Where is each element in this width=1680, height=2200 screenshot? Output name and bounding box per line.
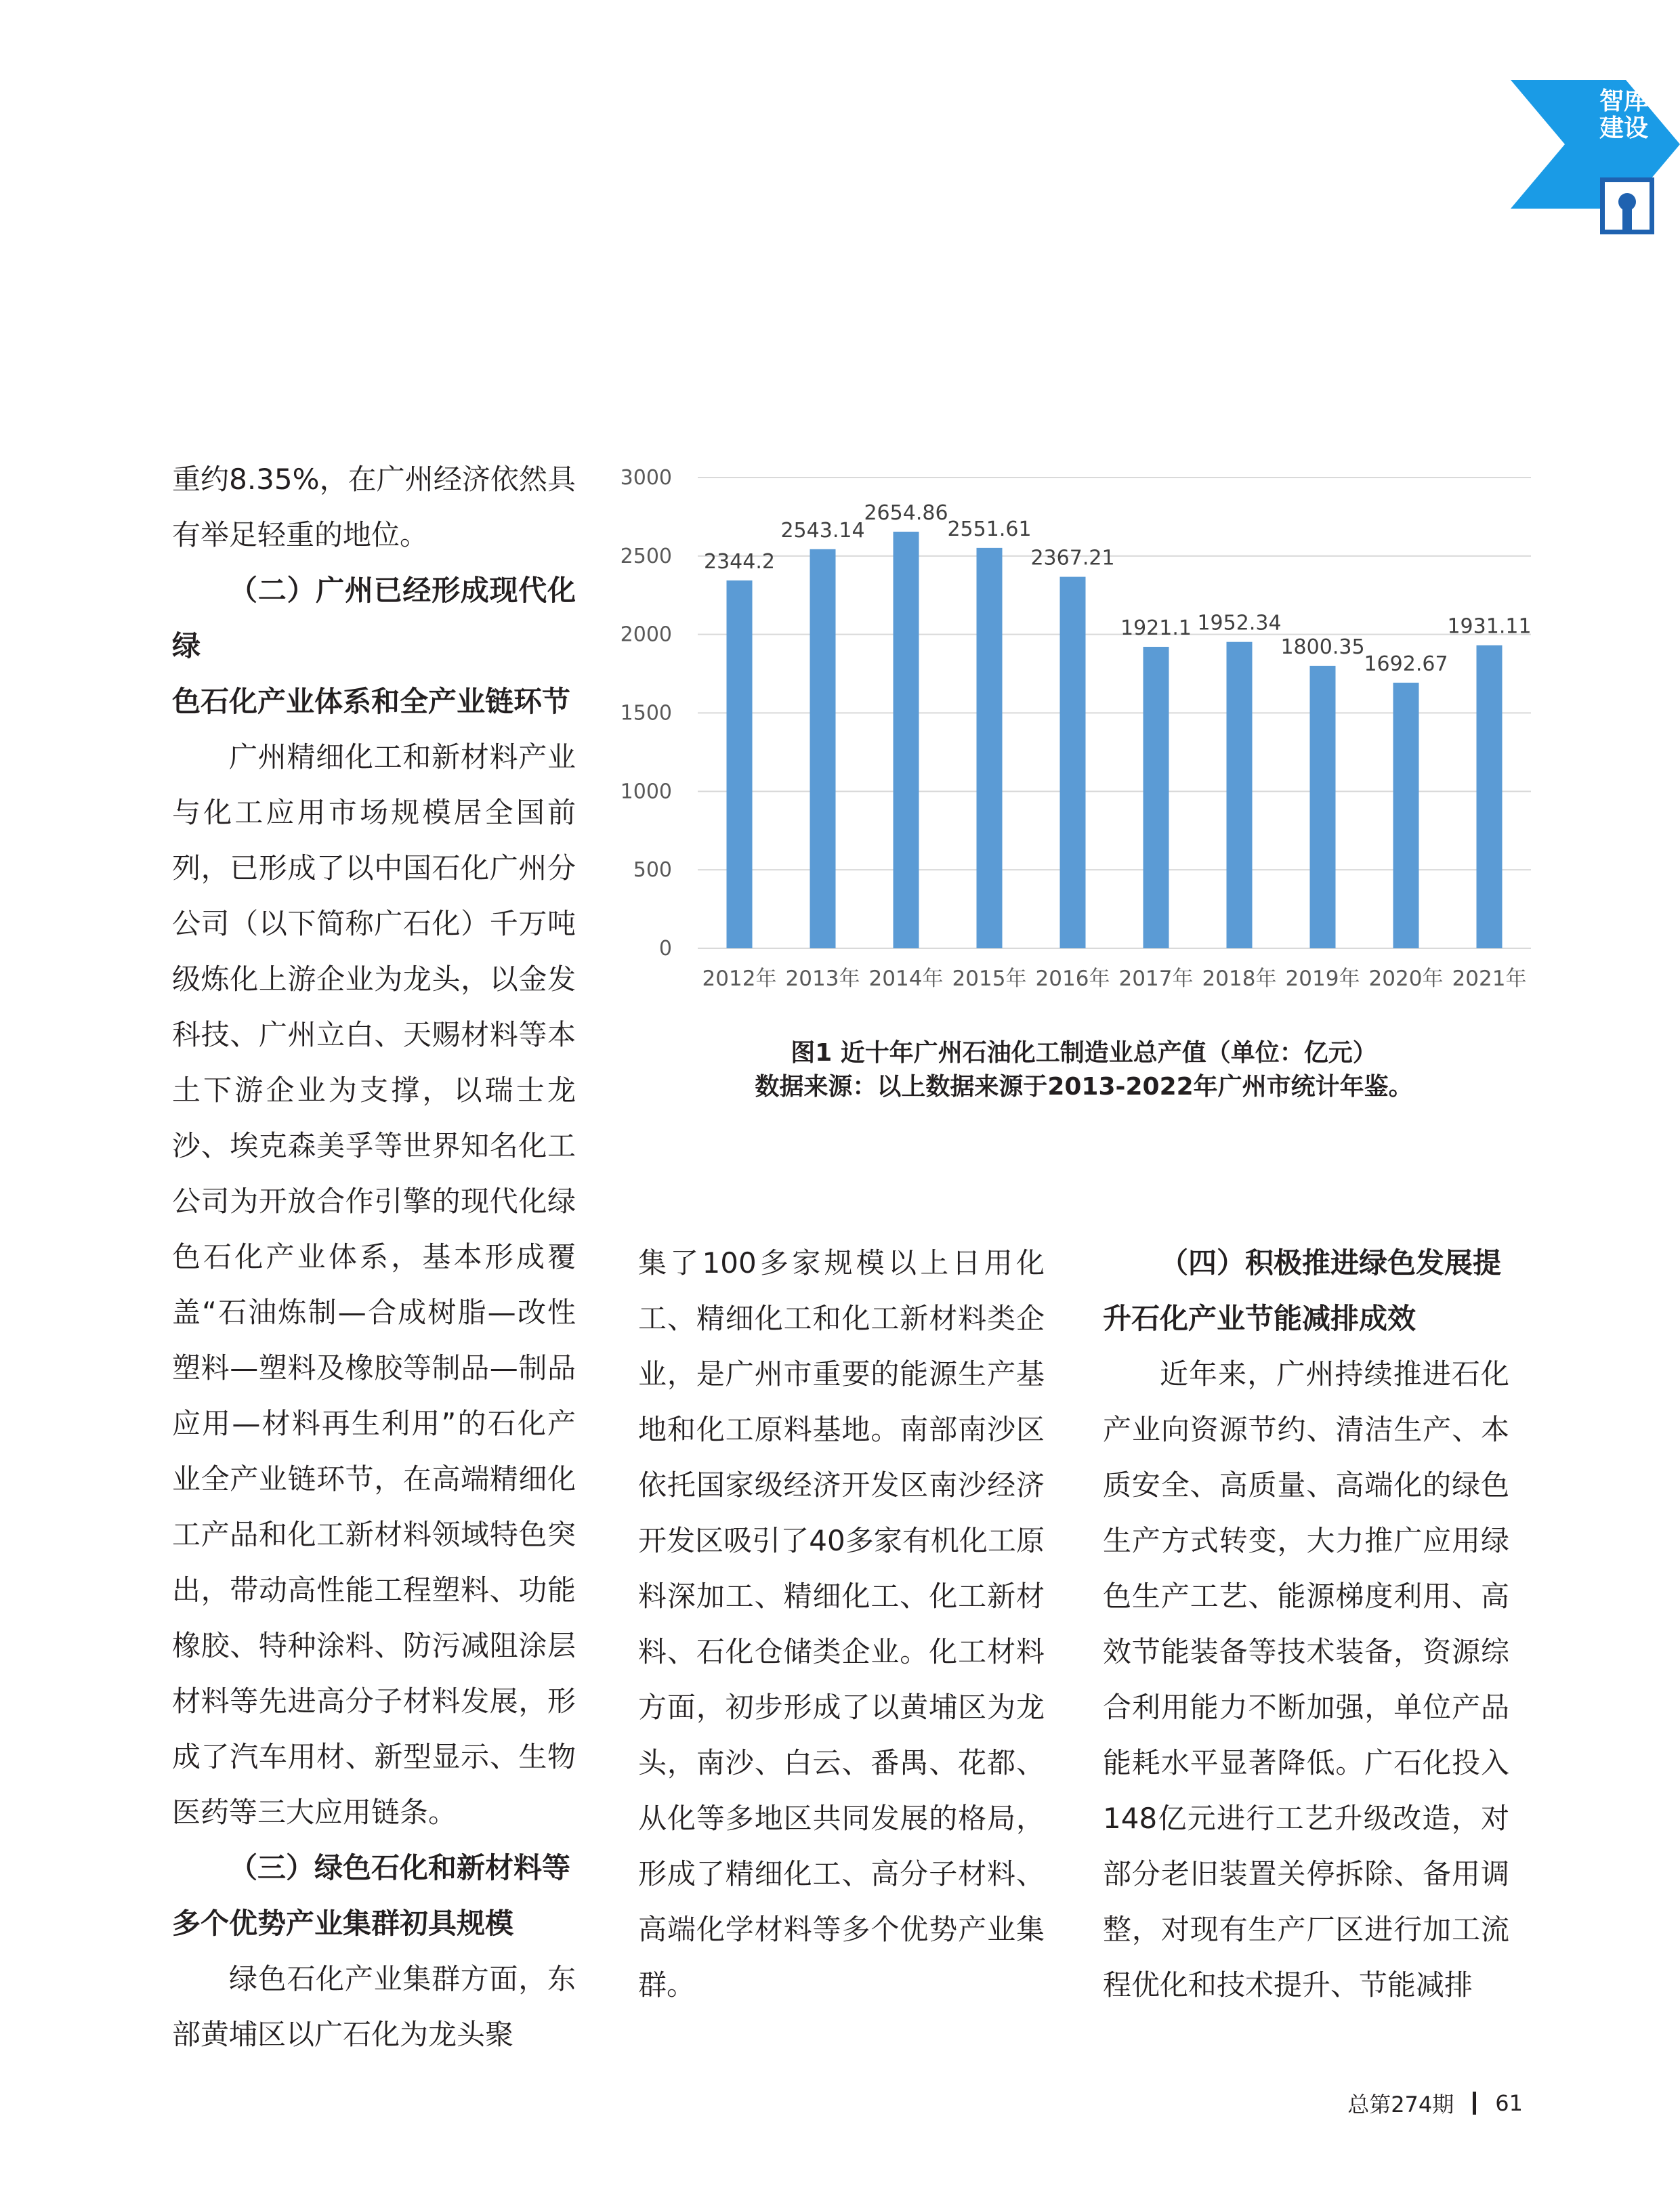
bar (1310, 666, 1336, 948)
bar (1477, 646, 1503, 948)
figure-source: 数据来源：以上数据来源于2013-2022年广州市统计年鉴。 (755, 1073, 1413, 1101)
chart-y-ticks (621, 466, 672, 960)
bar-chart (620, 447, 1538, 1002)
section-heading-4: （四）积极推进绿色发展提 (1160, 1246, 1502, 1279)
footer-separator (1473, 2092, 1476, 2115)
paragraph: 近年来，广州持续推进石化产业向资源节约、清洁生产、本质安全、高质量、高端化的绿色生产方式转变，大力推广应用绿色生产工艺、能源梯度利用、高效节能装备等技术装备，资源综合利用能力不断加强，单位产品能耗水平显著降低。广石化投入148亿元进行工艺升级改造，对部分老旧装置关停拆除、备用调整，对现有生产厂区进行加工流程优化和技术提升、节能减排 (1103, 1357, 1509, 2002)
paragraph-continued: 集了100多家规模以上日用化工、精细化工和化工新材料类企业，是广州市重要的能源生产基地和化工原料基地。南部南沙区依托国家级经济开发区南沙经济开发区吸引了40多家有机化工原料深加工、精细化工、化工新材料、石化仓储类企业。化工材料方面，初步形成了以黄埔区为龙头，南沙、白云、番禺、花都、从化等多地区共同发展的格局，形成了精细化工、高分子材料、高端化学材料等多个优势产业集群。 (638, 1246, 1045, 2002)
chart-bars (727, 532, 1503, 948)
bar-value-label: 2344.2 (704, 549, 775, 574)
x-tick-label: 2015年 (952, 967, 1027, 991)
bar-value-label: 2543.14 (780, 518, 865, 543)
x-tick-label: 2016年 (1035, 967, 1110, 991)
y-tick-label: 0 (658, 937, 672, 960)
section-tab-label (1593, 88, 1654, 142)
bar-value-label: 2654.86 (864, 501, 948, 525)
page-footer (1347, 2088, 1523, 2119)
x-tick-label: 2021年 (1452, 967, 1527, 991)
bar-value-label: 2551.61 (947, 517, 1032, 541)
bar (1143, 647, 1169, 948)
x-tick-label: 2020年 (1368, 967, 1444, 991)
x-tick-label: 2013年 (785, 967, 860, 991)
section-heading-3: （三）绿色石化和新材料等 (229, 1851, 571, 1884)
section-heading-2-continued: 色石化产业体系和全产业链环节 (172, 685, 571, 718)
y-tick-label: 1500 (620, 701, 672, 725)
x-tick-label: 2012年 (702, 967, 777, 991)
y-tick-label: 500 (633, 858, 672, 883)
y-tick-label: 2500 (620, 544, 672, 568)
x-tick-label: 2019年 (1285, 967, 1360, 991)
bar (1227, 642, 1253, 948)
bar (977, 548, 1003, 948)
x-tick-label: 2017年 (1118, 967, 1194, 991)
y-tick-label: 3000 (620, 466, 672, 490)
text-column-2 (638, 1235, 1045, 2013)
bar (1060, 577, 1086, 948)
text-column-1 (172, 452, 576, 2062)
x-tick-label: 2018年 (1202, 967, 1277, 991)
y-tick-label: 1000 (620, 780, 672, 804)
section-heading-3-continued: 多个优势产业集群初具规模 (172, 1907, 514, 1940)
section-heading-2: （二）广州已经形成现代化绿 (172, 574, 576, 662)
keyhole-icon (1600, 177, 1654, 234)
page-number: 61 (1495, 2090, 1523, 2116)
x-tick-label: 2014年 (868, 967, 944, 991)
section-tab-label-line2: 建设 (1599, 114, 1648, 142)
bar-value-label: 1921.1 (1120, 616, 1192, 640)
issue-number: 总第274期 (1347, 2092, 1454, 2117)
bar-value-label: 1800.35 (1280, 635, 1365, 659)
bar (894, 532, 919, 948)
text-column-3 (1103, 1235, 1509, 2013)
bar (727, 580, 753, 948)
y-tick-label: 2000 (620, 622, 672, 647)
paragraph-continued: 重约8.35%，在广州经济依然具有举足轻重的地位。 (172, 463, 576, 551)
bar-value-label: 1931.11 (1447, 614, 1532, 639)
paragraph: 绿色石化产业集群方面，东部黄埔区以广石化为龙头聚 (172, 1962, 576, 2051)
chart-x-ticks (702, 967, 1527, 991)
paragraph: 广州精细化工和新材料产业与化工应用市场规模居全国前列，已形成了以中国石化广州分公司（以下简称广石化）千万吨级炼化上游企业为龙头，以金发科技、广州立白、天赐材料等本土下游企业为支撑，以瑞士龙沙、埃克森美孚等世界知名化工公司为开放合作引擎的现代化绿色石化产业体系，基本形成覆盖“石油炼制—合成树脂—改性塑料—塑料及橡胶等制品—制品应用—材料再生利用”的石化产业全产业链环节，在高端精细化工产品和化工新材料领域特色突出，带动高性能工程塑料、功能橡胶、特种涂料、防污减阻涂层材料等先进高分子材料发展，形成了汽车用材、新型显示、生物医药等三大应用链条。 (172, 740, 576, 1829)
bar (1393, 683, 1419, 948)
bar-value-label: 2367.21 (1030, 546, 1115, 570)
section-tab-label-line1: 智库 (1599, 87, 1648, 115)
figure-caption: 图1 近十年广州石油化工制造业总产值（单位：亿元） (791, 1039, 1377, 1067)
bar (810, 549, 836, 948)
bar-value-label: 1692.67 (1364, 652, 1448, 676)
section-heading-4-continued: 升石化产业节能减排成效 (1103, 1302, 1416, 1335)
bar-value-label: 1952.34 (1197, 611, 1282, 635)
